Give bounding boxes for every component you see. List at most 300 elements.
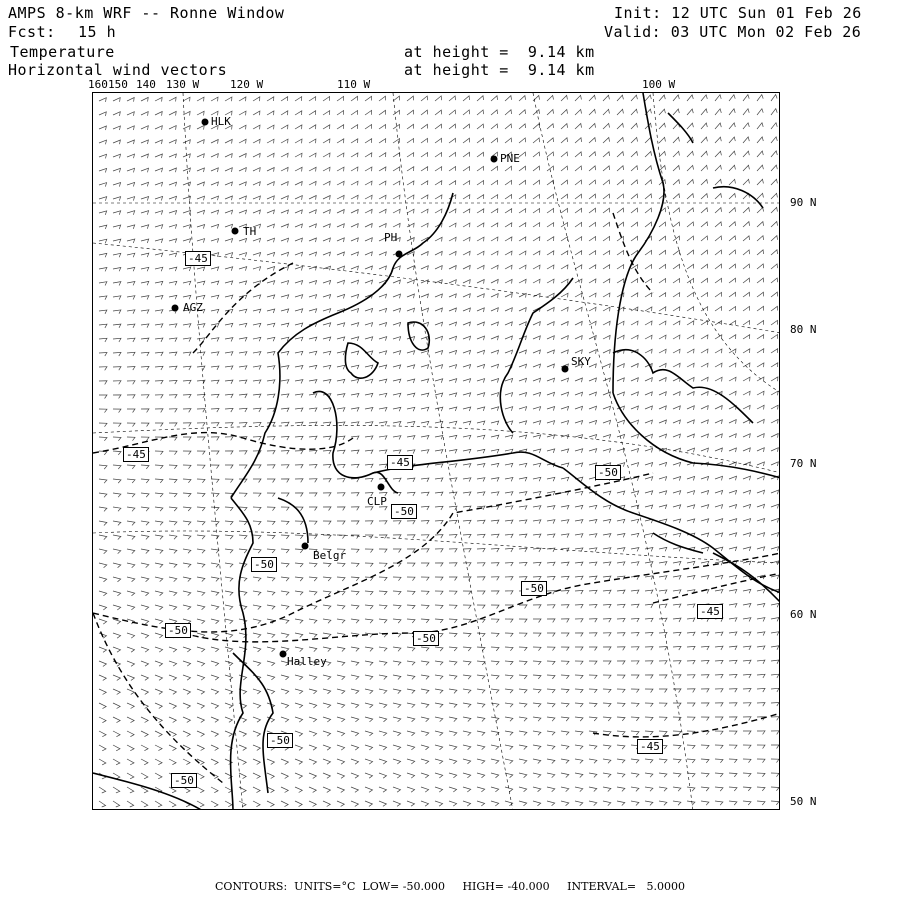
wind-barb: [211, 675, 219, 680]
wind-barb: [715, 731, 723, 735]
wind-barb: [169, 352, 177, 356]
wind-barb: [337, 379, 345, 383]
wind-barb: [155, 97, 162, 101]
wind-barb: [407, 521, 415, 525]
wind-barb: [631, 731, 639, 735]
wind-barb: [547, 421, 555, 425]
wind-barb: [631, 661, 639, 665]
wind-barb: [309, 210, 316, 214]
wind-barb: [407, 619, 415, 623]
wind-barb: [519, 577, 527, 581]
wind-barb: [547, 647, 555, 651]
wind-barb: [169, 535, 177, 539]
wind-barb: [645, 773, 653, 777]
wind-barb: [561, 336, 568, 340]
wind-barb: [547, 336, 554, 340]
wind-barb: [113, 801, 120, 807]
wind-barb: [561, 322, 568, 326]
wind-barb: [99, 437, 107, 441]
wind-barb: [701, 180, 708, 186]
contour-info-footer: CONTOURS: UNITS=°C LOW= -50.000 HIGH= -40.000 INTERVAL= 5.0000: [214, 880, 686, 893]
wind-barb: [323, 507, 331, 511]
wind-barb: [561, 307, 568, 311]
wind-barb: [645, 576, 653, 580]
wind-barb: [169, 703, 176, 708]
wind-barb: [715, 151, 721, 157]
wind-barb: [267, 252, 275, 256]
wind-barb: [659, 759, 667, 763]
wind-barb: [519, 562, 527, 566]
wind-barb: [197, 773, 204, 779]
wind-barb: [771, 123, 777, 129]
wind-barb: [673, 194, 680, 199]
wind-barb: [393, 591, 401, 595]
wind-barb: [771, 419, 778, 423]
wind-barb: [309, 689, 317, 694]
wind-barb: [687, 745, 695, 749]
wind-barb: [743, 405, 750, 409]
wind-barb: [295, 479, 303, 483]
wind-barb: [659, 434, 667, 438]
wind-barb: [393, 167, 400, 171]
wind-barb: [407, 422, 415, 426]
wind-barb: [197, 380, 205, 384]
wind-barb: [519, 759, 527, 764]
wind-barb: [449, 407, 457, 411]
wind-barb: [631, 335, 638, 339]
wind-barb: [267, 380, 275, 384]
wind-barb: [491, 294, 498, 298]
wind-barb: [155, 126, 162, 130]
wind-barb: [169, 605, 177, 610]
wind-barb: [631, 548, 639, 552]
wind-barb: [113, 731, 120, 737]
wind-barb: [295, 380, 303, 384]
wind-barb: [533, 619, 541, 623]
wind-barb: [211, 338, 219, 342]
wind-barb: [505, 378, 513, 382]
wind-barb: [379, 422, 387, 426]
wind-barb: [253, 352, 261, 356]
wind-barb: [225, 731, 232, 736]
wind-barb: [379, 110, 386, 115]
valid-time: Valid: 03 UTC Mon 02 Feb 26: [604, 23, 862, 41]
wind-barb: [743, 250, 750, 255]
wind-barb: [617, 364, 624, 368]
wind-barb: [141, 479, 149, 483]
wind-barb: [561, 223, 568, 228]
wind-barb: [589, 703, 597, 707]
wind-barb: [715, 95, 721, 101]
wind-barb: [253, 619, 261, 624]
wind-barb: [687, 476, 695, 480]
wind-barb: [421, 450, 429, 454]
wind-barb: [631, 759, 639, 763]
wind-barb: [757, 561, 765, 565]
wind-barb: [757, 405, 764, 409]
wind-barb: [491, 449, 499, 453]
wind-barb: [505, 478, 513, 482]
wind-barb: [561, 406, 569, 410]
wind-barb: [323, 210, 330, 214]
wind-barb: [197, 549, 205, 553]
wind-barb: [449, 801, 457, 806]
wind-barb: [337, 717, 345, 722]
wind-barb: [239, 521, 247, 525]
wind-barb: [477, 478, 485, 482]
wind-barb: [239, 196, 246, 200]
wind-barb: [631, 519, 639, 523]
wind-barb: [309, 745, 317, 750]
wind-barb: [365, 224, 372, 228]
wind-barb: [351, 689, 359, 694]
wind-barb: [533, 251, 540, 255]
wind-barb: [603, 138, 610, 144]
wind-barb: [743, 462, 750, 466]
wind-barb: [393, 689, 401, 694]
wind-barb: [365, 619, 373, 623]
wind-barb: [351, 535, 359, 539]
wind-barb: [281, 619, 289, 624]
wind-barb: [323, 647, 331, 652]
wind-barb: [379, 647, 387, 651]
wind-barb: [687, 264, 694, 269]
lat-label-70n: 70 N: [790, 457, 817, 470]
lon-label-130w: 130 W: [166, 78, 200, 91]
wind-barb: [617, 759, 625, 763]
wind-barb: [575, 576, 583, 580]
wind-barb: [113, 239, 121, 243]
wind-barb: [435, 294, 442, 298]
wind-barb: [323, 675, 331, 680]
wind-barb: [253, 168, 260, 172]
wind-barb: [645, 787, 653, 791]
wind-barb: [141, 465, 149, 469]
wind-barb: [225, 210, 233, 214]
wind-barb: [309, 97, 316, 101]
wind-barb: [351, 139, 358, 143]
wind-barb: [771, 448, 778, 452]
wind-barb: [631, 533, 639, 537]
wind-barb: [617, 335, 624, 339]
wind-barb: [715, 236, 722, 241]
wind-barb: [463, 407, 471, 411]
wind-barb: [435, 549, 443, 553]
wind-barb: [253, 295, 261, 299]
wind-barb: [673, 434, 680, 438]
wind-barb: [421, 365, 429, 369]
wind-barb: [463, 759, 471, 764]
wind-barb: [407, 308, 415, 312]
wind-barb: [239, 591, 247, 595]
wind-barb: [519, 279, 526, 283]
wind-barb: [617, 420, 625, 424]
wind-barb: [141, 731, 148, 737]
wind-barb: [449, 110, 456, 115]
wind-barb: [99, 647, 107, 652]
wind-barb: [547, 449, 555, 453]
wind-barb: [589, 180, 596, 185]
wind-barb: [253, 717, 261, 722]
wind-barb: [547, 293, 554, 297]
wind-barb: [155, 182, 163, 186]
wind-barb: [211, 281, 219, 285]
wind-barb: [351, 464, 359, 468]
wind-barb: [183, 168, 190, 172]
wind-barb: [295, 125, 302, 129]
wind-barb: [421, 801, 429, 806]
wind-barb: [631, 392, 638, 396]
wind-barb: [435, 478, 443, 482]
wind-barb: [449, 478, 457, 482]
wind-barb: [673, 137, 679, 143]
wind-barb: [519, 548, 527, 552]
wind-barb: [617, 787, 625, 791]
wind-barb: [323, 759, 331, 764]
wind-barb: [141, 437, 149, 441]
wind-barb: [463, 633, 471, 637]
wind-barb: [197, 465, 205, 469]
wind-barb: [477, 280, 484, 284]
wind-barb: [729, 547, 737, 551]
wind-barb: [141, 239, 149, 243]
wind-barb: [197, 154, 204, 158]
wind-barb: [771, 773, 779, 777]
forecast-value: 15 h: [78, 23, 117, 41]
wind-barb: [365, 675, 373, 680]
wind-barb: [281, 281, 289, 285]
wind-barb: [421, 138, 428, 143]
wind-barb: [127, 647, 135, 652]
wind-barb: [197, 801, 204, 807]
wind-barb: [155, 479, 163, 483]
wind-barb: [603, 279, 610, 283]
wind-barb: [603, 491, 611, 495]
wind-barb: [603, 534, 611, 538]
wind-barb: [393, 703, 401, 708]
wind-barb: [127, 549, 135, 554]
wind-barb: [211, 731, 218, 736]
wind-barb: [505, 492, 513, 496]
wind-barb: [519, 605, 527, 609]
wind-barb: [561, 647, 569, 651]
wind-barb: [169, 577, 177, 582]
wind-barb: [603, 293, 610, 297]
wind-barb: [155, 296, 163, 300]
wind-barb: [309, 591, 317, 595]
wind-barb: [141, 801, 148, 807]
wind-barb: [421, 591, 429, 595]
wind-barb: [449, 336, 457, 340]
wind-barb: [617, 95, 623, 101]
wind-barb: [169, 661, 177, 666]
wind-barb: [99, 661, 106, 666]
wind-barb: [99, 395, 107, 399]
wind-barb: [589, 745, 597, 749]
wind-barb: [155, 140, 162, 144]
wind-barb: [197, 239, 205, 243]
wind-barb: [435, 759, 443, 764]
wind-barb: [183, 126, 190, 130]
wind-barb: [435, 675, 443, 679]
wind-barb: [183, 465, 191, 469]
wind-barb: [687, 95, 693, 101]
wind-barb: [463, 308, 470, 312]
wind-barb: [757, 363, 764, 367]
wind-barb: [463, 464, 471, 468]
wind-barb: [183, 549, 191, 553]
wind-barb: [379, 351, 387, 355]
wind-barb: [113, 126, 120, 130]
wind-barb: [365, 801, 372, 806]
wind-barb: [463, 647, 471, 651]
wind-barb: [477, 801, 485, 806]
wind-barb: [631, 265, 638, 269]
wind-barb: [477, 195, 484, 199]
wind-barb: [519, 675, 527, 679]
wind-barb: [197, 521, 205, 525]
wind-barb: [435, 365, 443, 369]
wind-barb: [253, 535, 261, 539]
wind-barb: [757, 646, 765, 650]
wind-barb: [281, 422, 289, 426]
wind-barb: [449, 280, 456, 284]
wind-barb: [127, 423, 135, 427]
wind-barb: [393, 407, 401, 411]
wind-barb: [197, 182, 204, 186]
wind-barb: [617, 647, 625, 651]
wind-barb: [533, 96, 540, 102]
wind-barb: [477, 773, 485, 778]
wind-barb: [561, 251, 568, 255]
wind-barb: [211, 140, 218, 144]
wind-barb: [589, 647, 597, 651]
wind-barb: [99, 507, 107, 511]
wind-barb: [169, 253, 177, 257]
wind-barb: [295, 436, 303, 440]
wind-barb: [519, 421, 527, 425]
wind-barb: [701, 208, 708, 213]
wind-barb: [589, 279, 596, 283]
wind-barb: [239, 366, 247, 370]
wind-barb: [337, 619, 345, 623]
wind-barb: [505, 591, 513, 595]
wind-barb: [477, 251, 484, 255]
wind-barb: [435, 379, 443, 383]
wind-barb: [337, 605, 345, 609]
wind-barb: [575, 619, 583, 623]
wind-barb: [477, 759, 485, 764]
wind-barb: [659, 392, 666, 396]
wind-barb: [379, 252, 386, 256]
wind-barb: [477, 703, 485, 707]
wind-barb: [309, 408, 317, 412]
wind-barb: [393, 393, 401, 397]
wind-barb: [743, 179, 749, 185]
wind-barb: [533, 661, 541, 665]
wind-barb: [673, 675, 681, 679]
wind-barb: [211, 224, 219, 228]
wind-barb: [379, 125, 386, 130]
wind-barb: [169, 465, 177, 469]
wind-barb: [771, 377, 778, 381]
wind-barb: [561, 124, 568, 129]
wind-barb: [575, 661, 583, 665]
wind-barb: [197, 647, 205, 652]
wind-barb: [645, 562, 653, 566]
wind-barb: [281, 633, 289, 638]
wind-barb: [113, 338, 121, 342]
wind-barb: [421, 773, 429, 778]
wind-barb: [267, 153, 274, 157]
wind-barb: [463, 280, 470, 284]
wind-barb: [239, 139, 246, 143]
station-pne: PNE: [500, 152, 520, 165]
wind-barb: [729, 208, 736, 213]
wind-barb: [379, 181, 386, 185]
wind-barb: [701, 801, 709, 805]
wind-barb: [771, 207, 777, 213]
wind-barb: [743, 660, 751, 664]
wind-barb: [449, 322, 457, 326]
wind-barb: [673, 222, 680, 227]
wind-barb: [295, 323, 303, 327]
station-halley: Halley: [287, 655, 327, 668]
wind-barb: [323, 351, 331, 355]
contour-label: -50: [413, 631, 439, 646]
wind-barb: [729, 519, 737, 523]
wind-barb: [281, 351, 289, 355]
wind-barb: [701, 576, 709, 580]
wind-barb: [449, 591, 457, 595]
wind-barb: [463, 294, 470, 298]
wind-barb: [715, 250, 722, 255]
wind-barb: [771, 533, 779, 537]
wind-barb: [533, 152, 540, 157]
wind-barb: [211, 661, 219, 666]
wind-barb: [561, 95, 567, 101]
wind-barb: [99, 282, 107, 286]
wind-barb: [281, 167, 288, 171]
wind-barb: [729, 476, 737, 480]
wind-barb: [659, 363, 666, 367]
wind-barb: [771, 264, 778, 269]
wind-barb: [491, 209, 498, 213]
wind-barb: [295, 731, 303, 736]
wind-barb: [197, 394, 205, 398]
wind-barb: [575, 208, 582, 213]
wind-barb: [113, 507, 121, 511]
wind-barb: [533, 407, 541, 411]
wind-barb: [561, 350, 568, 354]
wind-barb: [533, 759, 541, 764]
wind-barb: [743, 335, 750, 339]
wind-barb: [253, 196, 260, 200]
wind-barb: [701, 123, 707, 129]
wind-barb: [99, 605, 107, 610]
wind-barb: [519, 435, 527, 439]
wind-barb: [365, 563, 373, 567]
wind-barb: [673, 646, 681, 650]
wind-barb: [743, 547, 751, 551]
wind-barb: [701, 321, 708, 325]
wind-barb: [617, 109, 623, 115]
wind-barb: [547, 534, 555, 538]
wind-barb: [281, 591, 289, 595]
wind-barb: [211, 633, 219, 638]
wind-barb: [379, 591, 387, 595]
wind-barb: [435, 535, 443, 539]
